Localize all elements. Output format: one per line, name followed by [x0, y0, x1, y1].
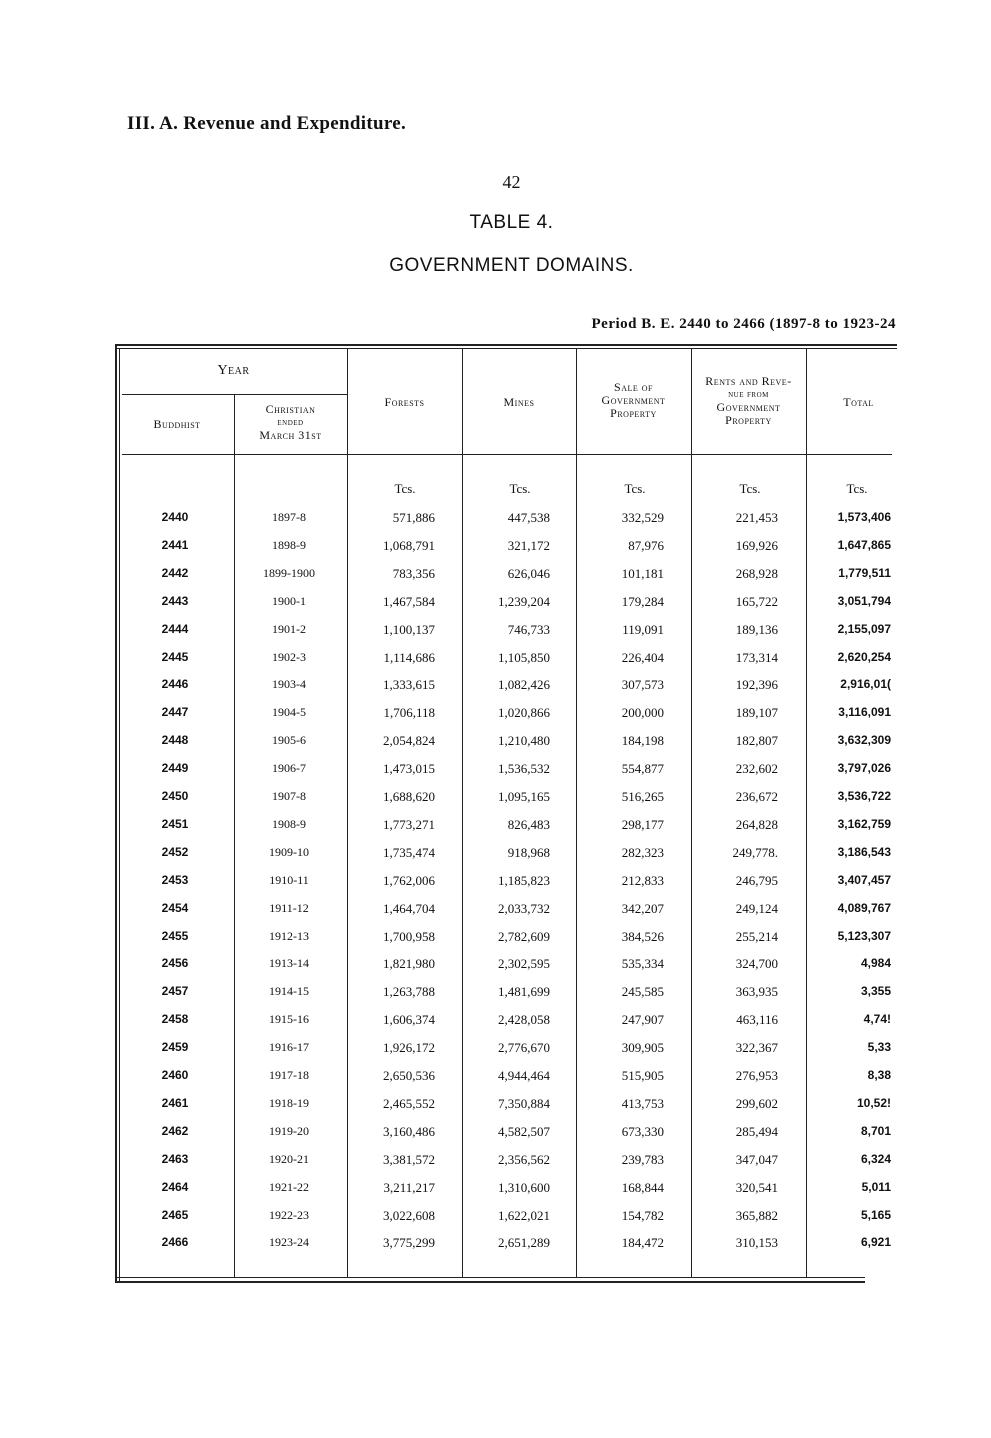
cell-mines: 1,105,850: [498, 649, 550, 665]
rule-year: [122, 394, 347, 395]
cell-forests: 1,333,615: [383, 677, 435, 693]
table-row: [0, 510, 991, 538]
cell-christian: 1902-3: [272, 649, 306, 664]
cell-forests: 2,054,824: [383, 733, 435, 749]
table-row: [0, 929, 991, 957]
cell-buddhist: 2463: [161, 1151, 189, 1166]
header-mines: Mines: [503, 395, 535, 409]
table-row: [0, 1180, 991, 1208]
cell-total: 4,984: [860, 956, 891, 971]
cell-rents: 320,541: [735, 1179, 778, 1195]
cell-christian: 1915-16: [269, 1012, 309, 1027]
cell-mines: 1,020,866: [498, 705, 550, 721]
cell-buddhist: 2456: [161, 956, 189, 971]
cell-rents: 463,116: [736, 1012, 778, 1028]
cell-buddhist: 2448: [161, 733, 189, 748]
cell-forests: 1,762,006: [383, 872, 435, 888]
cell-total: 8,701: [860, 1123, 891, 1138]
cell-mines: 7,350,884: [498, 1095, 550, 1111]
period-caption: Period B. E. 2440 to 2466 (1897-8 to 1923-24: [591, 316, 896, 332]
cell-sale: 384,526: [621, 928, 664, 944]
cell-total: 2,155,097: [837, 621, 891, 636]
cell-mines: 4,944,464: [498, 1068, 550, 1083]
cell-total: 3,536,722: [837, 789, 891, 803]
cell-total: 8,38: [867, 1068, 891, 1082]
table-row: [0, 538, 991, 566]
cell-buddhist: 2446: [161, 677, 189, 692]
cell-buddhist: 2447: [161, 705, 189, 720]
table-row: [0, 956, 991, 984]
cell-sale: 168,844: [621, 1179, 664, 1195]
cell-sale: 200,000: [621, 705, 664, 721]
table-row: [0, 1152, 991, 1180]
cell-christian: 1911-12: [269, 900, 309, 915]
cell-forests: 1,068,791: [383, 537, 435, 553]
cell-christian: 1918-19: [269, 1095, 309, 1110]
cell-buddhist: 2459: [161, 1040, 189, 1055]
cell-forests: 1,263,788: [383, 984, 435, 1000]
cell-mines: 1,622,021: [498, 1207, 550, 1223]
cell-sale: 226,404: [621, 649, 664, 665]
cell-christian: 1906-7: [272, 761, 306, 776]
cell-buddhist: 2465: [161, 1207, 189, 1222]
cell-rents: 255,214: [735, 928, 778, 944]
cell-buddhist: 2457: [161, 984, 189, 999]
table-row: [0, 622, 991, 650]
cell-rents: 268,928: [735, 565, 778, 581]
cell-rents: 285,494: [735, 1123, 778, 1139]
table-row: [0, 677, 991, 705]
table-row: [0, 1096, 991, 1124]
cell-forests: 2,465,552: [383, 1095, 435, 1111]
cell-rents: 322,367: [735, 1040, 778, 1056]
cell-christian: 1922-23: [269, 1207, 309, 1222]
rule-bottom-2: [115, 1281, 865, 1283]
cell-christian: 1898-9: [272, 537, 306, 552]
cell-christian: 1913-14: [269, 956, 309, 971]
table-row: [0, 1235, 991, 1263]
rule-header-bottom: [122, 454, 892, 455]
header-forests: Forests: [384, 395, 425, 409]
cell-sale: 212,833: [621, 872, 664, 888]
cell-forests: 1,688,620: [383, 789, 435, 804]
cell-rents: 192,396: [735, 677, 778, 693]
cell-sale: 673,330: [621, 1123, 664, 1139]
cell-christian: 1912-13: [269, 928, 309, 943]
cell-forests: 1,706,118: [383, 705, 435, 721]
cell-mines: 746,733: [507, 621, 550, 637]
header-christian: Christian ended March 31st: [259, 402, 322, 442]
table-row: [0, 650, 991, 678]
cell-buddhist: 2461: [161, 1095, 189, 1110]
cell-christian: 1905-6: [272, 733, 306, 748]
cell-buddhist: 2460: [161, 1068, 189, 1082]
cell-sale: 554,877: [621, 761, 664, 777]
cell-total: 3,407,457: [837, 872, 891, 887]
cell-forests: 2,650,536: [383, 1068, 435, 1083]
cell-total: 1,647,865: [837, 537, 891, 552]
cell-total: 3,355: [860, 984, 891, 999]
cell-total: 5,33: [867, 1040, 891, 1055]
cell-buddhist: 2458: [161, 1012, 189, 1027]
table-row: [0, 705, 991, 733]
cell-total: 10,52!: [856, 1095, 891, 1110]
unit-mines: Tcs.: [509, 481, 531, 496]
cell-sale: 342,207: [621, 900, 664, 916]
table-row: [0, 1012, 991, 1040]
cell-rents: 221,453: [735, 510, 778, 525]
cell-rents: 249,124: [735, 900, 778, 916]
page-number: 42: [502, 172, 521, 192]
cell-total: 1,779,511: [838, 565, 891, 580]
section-heading: III. A. Revenue and Expenditure.: [127, 113, 406, 134]
cell-total: 4,089,767: [837, 900, 891, 915]
cell-forests: 3,775,299: [383, 1235, 435, 1251]
cell-total: 3,051,794: [837, 593, 891, 608]
header-year: Year: [217, 363, 250, 378]
cell-total: 4,74!: [863, 1012, 891, 1027]
cell-mines: 1,536,532: [498, 761, 550, 777]
table-row: [0, 1040, 991, 1068]
cell-rents: 324,700: [735, 956, 778, 972]
cell-mines: 2,651,289: [498, 1235, 550, 1251]
cell-total: 3,797,026: [837, 761, 891, 776]
cell-total: 5,165: [860, 1207, 891, 1222]
cell-forests: 1,821,980: [383, 956, 435, 972]
rule-top-2: [115, 348, 897, 349]
table-row: [0, 984, 991, 1012]
cell-christian: 1904-5: [272, 705, 306, 720]
cell-rents: 276,953: [735, 1068, 778, 1083]
cell-sale: 119,091: [622, 621, 664, 637]
cell-mines: 2,033,732: [498, 900, 550, 916]
cell-total: 5,011: [861, 1179, 891, 1194]
cell-rents: 173,314: [735, 649, 778, 665]
cell-total: 3,162,759: [837, 816, 891, 831]
cell-forests: 1,773,271: [383, 816, 435, 832]
cell-mines: 1,082,426: [498, 677, 550, 693]
cell-sale: 239,783: [621, 1151, 664, 1167]
cell-mines: 2,356,562: [498, 1151, 550, 1167]
cell-christian: 1916-17: [269, 1040, 309, 1055]
cell-forests: 1,464,704: [383, 900, 435, 916]
cell-rents: 363,935: [735, 984, 778, 1000]
cell-sale: 413,753: [621, 1095, 664, 1111]
cell-christian: 1899-1900: [263, 565, 315, 580]
cell-buddhist: 2449: [161, 761, 189, 776]
rule-bottom-1: [115, 1277, 865, 1278]
cell-rents: 189,136: [735, 621, 778, 637]
cell-buddhist: 2454: [161, 900, 189, 915]
table-title: TABLE 4.: [469, 212, 554, 233]
cell-forests: 1,114,686: [383, 649, 435, 665]
cell-total: 3,632,309: [837, 733, 891, 748]
cell-sale: 516,265: [621, 789, 664, 804]
cell-christian: 1910-11: [269, 872, 309, 887]
cell-total: 2,916,01(: [840, 677, 891, 692]
cell-sale: 515,905: [621, 1068, 664, 1083]
cell-forests: 3,022,608: [383, 1207, 435, 1223]
header-total: Total: [843, 395, 874, 409]
table-row: [0, 733, 991, 761]
cell-sale: 307,573: [621, 677, 664, 693]
cell-total: 2,620,254: [837, 649, 891, 664]
cell-forests: 1,606,374: [383, 1012, 435, 1028]
cell-rents: 182,807: [735, 733, 778, 749]
cell-forests: 1,926,172: [383, 1040, 435, 1056]
table-row: [0, 789, 991, 817]
cell-christian: 1900-1: [272, 593, 306, 608]
cell-buddhist: 2466: [161, 1235, 189, 1250]
cell-sale: 332,529: [621, 510, 664, 525]
cell-forests: 1,467,584: [383, 593, 435, 609]
cell-christian: 1897-8: [272, 510, 306, 524]
cell-sale: 154,782: [621, 1207, 664, 1223]
cell-total: 5,123,307: [837, 928, 891, 943]
cell-mines: 1,210,480: [498, 733, 550, 749]
cell-forests: 1,473,015: [383, 761, 435, 777]
unit-forests: Tcs.: [394, 481, 416, 496]
cell-rents: 232,602: [735, 761, 778, 777]
table-row: [0, 845, 991, 873]
cell-buddhist: 2464: [161, 1179, 189, 1194]
cell-total: 3,186,543: [837, 844, 891, 859]
unit-rents: Tcs.: [739, 481, 761, 496]
cell-mines: 447,538: [507, 510, 550, 525]
cell-christian: 1923-24: [269, 1235, 309, 1250]
cell-sale: 535,334: [621, 956, 664, 972]
cell-christian: 1917-18: [269, 1068, 309, 1082]
cell-christian: 1901-2: [272, 621, 306, 636]
cell-mines: 2,428,058: [498, 1012, 550, 1028]
cell-mines: 321,172: [507, 537, 550, 553]
cell-mines: 2,782,609: [498, 928, 550, 944]
table-row: [0, 1208, 991, 1236]
cell-forests: 1,100,137: [383, 621, 435, 637]
cell-mines: 1,095,165: [498, 789, 550, 804]
cell-rents: 169,926: [735, 537, 778, 553]
cell-sale: 179,284: [621, 593, 664, 609]
cell-rents: 365,882: [735, 1207, 778, 1223]
cell-total: 1,573,406: [837, 510, 891, 524]
table-row: [0, 1068, 991, 1096]
cell-sale: 245,585: [621, 984, 664, 1000]
cell-mines: 4,582,507: [498, 1123, 550, 1139]
table-row: [0, 1124, 991, 1152]
cell-christian: 1907-8: [272, 789, 306, 803]
cell-buddhist: 2442: [161, 565, 189, 580]
cell-christian: 1903-4: [272, 677, 306, 692]
cell-buddhist: 2441: [161, 537, 189, 552]
cell-buddhist: 2443: [161, 593, 189, 608]
table-row: [0, 817, 991, 845]
table-row: [0, 901, 991, 929]
cell-rents: 189,107: [735, 705, 778, 721]
cell-total: 6,921: [860, 1235, 891, 1250]
cell-christian: 1921-22: [269, 1179, 309, 1194]
cell-rents: 310,153: [735, 1235, 778, 1251]
cell-mines: 1,310,600: [498, 1179, 550, 1195]
cell-sale: 101,181: [621, 565, 664, 581]
cell-mines: 826,483: [507, 816, 550, 832]
cell-sale: 282,323: [621, 844, 664, 860]
cell-forests: 3,160,486: [383, 1123, 435, 1139]
cell-forests: 783,356: [392, 565, 435, 581]
cell-buddhist: 2450: [161, 789, 189, 803]
cell-christian: 1919-20: [269, 1123, 309, 1138]
cell-rents: 264,828: [735, 816, 778, 832]
cell-mines: 1,481,699: [498, 984, 550, 1000]
cell-christian: 1920-21: [269, 1151, 309, 1166]
cell-sale: 87,976: [628, 537, 664, 553]
cell-mines: 1,185,823: [498, 872, 550, 888]
cell-rents: 249,778.: [732, 844, 778, 860]
cell-buddhist: 2462: [161, 1123, 189, 1138]
cell-mines: 2,776,670: [498, 1040, 550, 1056]
cell-forests: 1,735,474: [383, 844, 435, 860]
cell-mines: 918,968: [507, 844, 550, 860]
cell-rents: 246,795: [735, 872, 778, 888]
cell-sale: 184,472: [621, 1235, 664, 1251]
header-buddhist: Buddhist: [153, 417, 201, 431]
cell-sale: 184,198: [621, 733, 664, 749]
cell-sale: 309,905: [621, 1040, 664, 1056]
cell-rents: 347,047: [735, 1151, 778, 1167]
cell-rents: 165,722: [735, 593, 778, 609]
cell-forests: 571,886: [392, 510, 435, 525]
cell-buddhist: 2453: [161, 872, 189, 887]
cell-christian: 1908-9: [272, 816, 306, 831]
unit-sale: Tcs.: [624, 481, 646, 496]
rule-top-1: [115, 344, 897, 346]
cell-christian: 1914-15: [269, 984, 309, 999]
cell-forests: 1,700,958: [383, 928, 435, 944]
cell-buddhist: 2440: [161, 510, 189, 524]
cell-mines: 2,302,595: [498, 956, 550, 972]
cell-forests: 3,211,217: [383, 1179, 435, 1195]
table-subtitle: GOVERNMENT DOMAINS.: [389, 255, 634, 276]
cell-mines: 626,046: [507, 565, 550, 581]
cell-buddhist: 2452: [161, 844, 189, 859]
cell-christian: 1909-10: [269, 844, 309, 859]
cell-mines: 1,239,204: [498, 593, 550, 609]
header-sale: Sale of Government Property: [601, 380, 666, 420]
cell-buddhist: 2451: [161, 816, 189, 831]
table-row: [0, 566, 991, 594]
cell-forests: 3,381,572: [383, 1151, 435, 1167]
header-rents: Rents and Reve- nue from Government Property: [705, 374, 792, 427]
table-row: [0, 594, 991, 622]
cell-rents: 236,672: [735, 789, 778, 804]
cell-buddhist: 2444: [161, 621, 189, 636]
table-row: [0, 873, 991, 901]
cell-buddhist: 2445: [161, 649, 189, 664]
cell-rents: 299,602: [735, 1095, 778, 1111]
unit-total: Tcs.: [846, 481, 868, 496]
cell-sale: 298,177: [621, 816, 664, 832]
table-row: [0, 761, 991, 789]
cell-sale: 247,907: [621, 1012, 664, 1028]
cell-buddhist: 2455: [161, 928, 189, 943]
cell-total: 6,324: [860, 1151, 891, 1166]
cell-total: 3,116,091: [838, 705, 891, 720]
